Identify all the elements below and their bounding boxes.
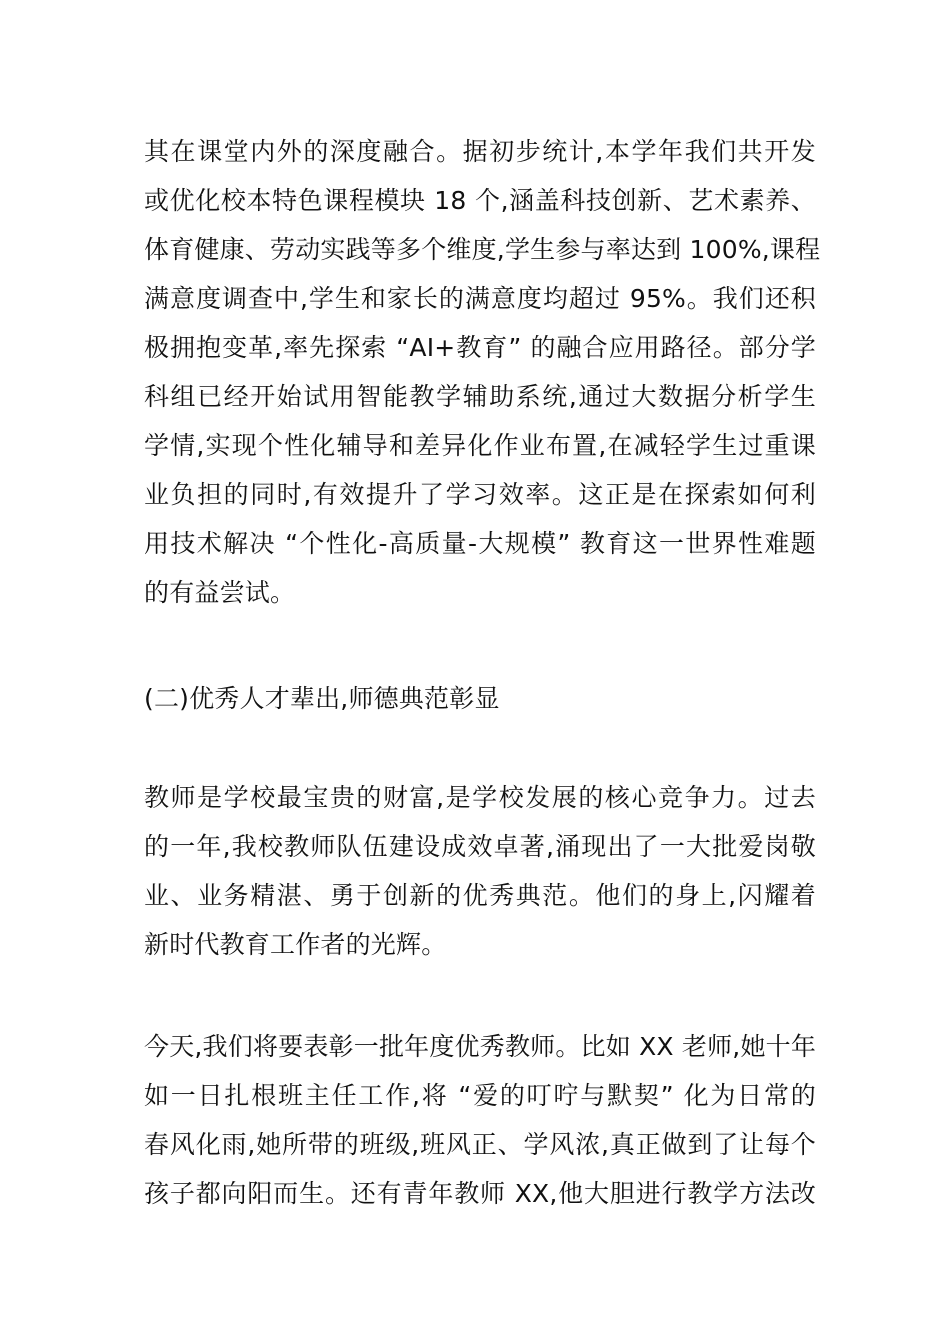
text-line: 如一日扎根班主任工作,将 “爱的叮咛与默契” 化为日常的: [144, 1081, 816, 1110]
text-line: 的有益尝试。: [144, 578, 296, 607]
paragraph-course-development: [144, 127, 821, 617]
paragraph-teacher-commendation: [144, 1022, 816, 1218]
text-line: 极拥抱变革,率先探索 “AI+教育” 的融合应用路径。部分学: [144, 333, 816, 362]
text-line: 今天,我们将要表彰一批年度优秀教师。比如 XX 老师,她十年: [144, 1032, 817, 1061]
text-line: 孩子都向阳而生。还有青年教师 XX,他大胆进行教学方法改: [144, 1179, 816, 1208]
text-line: 体育健康、劳动实践等多个维度,学生参与率达到 100%,课程: [144, 235, 821, 264]
text-line: 的一年,我校教师队伍建设成效卓著,涌现出了一大批爱岗敬: [144, 832, 816, 861]
text-line: 业、业务精湛、勇于创新的优秀典范。他们的身上,闪耀着: [144, 881, 816, 910]
text-line: 春风化雨,她所带的班级,班风正、学风浓,真正做到了让每个: [144, 1130, 816, 1159]
text-line: 新时代教育工作者的光辉。: [144, 930, 447, 959]
text-line: 或优化校本特色课程模块 18 个,涵盖科技创新、艺术素养、: [144, 186, 816, 215]
text-line: 业负担的同时,有效提升了学习效率。这正是在探索如何利: [144, 480, 816, 509]
text-line: 用技术解决 “个性化-高质量-大规模” 教育这一世界性难题: [144, 529, 816, 558]
section-heading: (二)优秀人才辈出,师德典范彰显: [144, 684, 500, 713]
paragraph-teacher-team: [144, 773, 816, 969]
text-line: 科组已经开始试用智能教学辅助系统,通过大数据分析学生: [144, 382, 816, 411]
text-line: 学情,实现个性化辅导和差异化作业布置,在减轻学生过重课: [144, 431, 816, 460]
text-line: 满意度调查中,学生和家长的满意度均超过 95%。我们还积: [144, 284, 816, 313]
section-heading-excellent-talents: [144, 674, 816, 723]
text-line: 其在课堂内外的深度融合。据初步统计,本学年我们共开发: [144, 137, 816, 166]
text-line: 教师是学校最宝贵的财富,是学校发展的核心竞争力。过去: [144, 783, 816, 812]
